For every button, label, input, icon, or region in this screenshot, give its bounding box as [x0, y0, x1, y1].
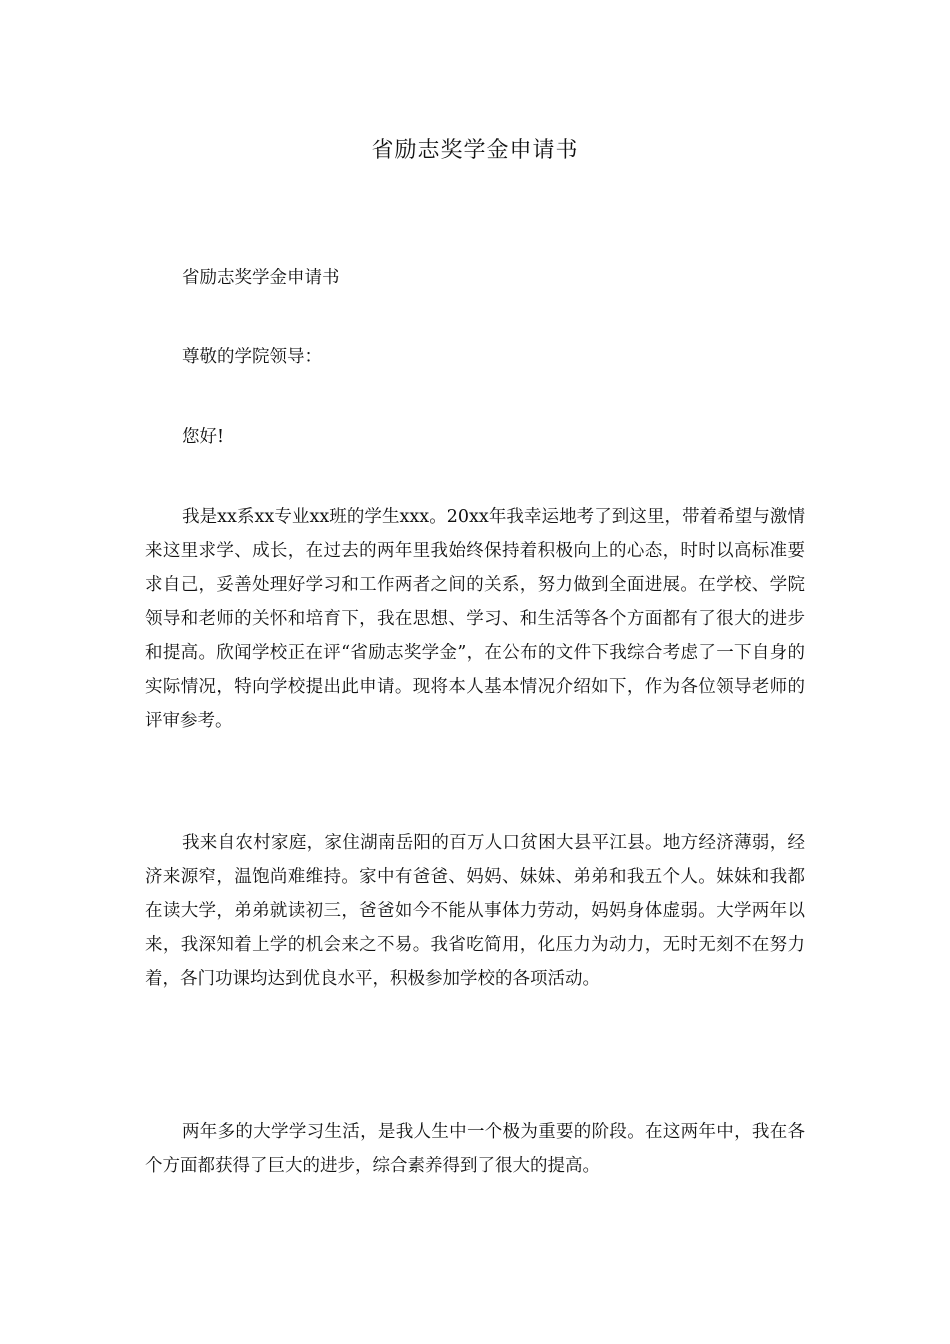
paragraph-university-life: 两年多的大学学习生活，是我人生中一个极为重要的阶段。在这两年中，我在各个方面都获得了巨大的进步，综合素养得到了很大的提高。 [145, 1122, 805, 1176]
document-title: 省励志奖学金申请书 [371, 138, 579, 163]
paragraph-family-background: 我来自农村家庭，家住湖南岳阳的百万人口贫困大县平江县。地方经济薄弱，经济来源窄，温饱尚难维持。家中有爸爸、妈妈、妹妹、弟弟和我五个人。妹妹和我都在读大学，弟弟就读初三，爸爸如今不能从事体力劳动，妈妈身体虚弱。大学两年以来，我深知着上学的机会来之不易。我省吃简用，化压力为动力，无时无刻不在努力着，各门功课均达到优良水平，积极参加学校的各项活动。 [145, 833, 805, 989]
salutation: 尊敬的学院领导： [182, 347, 322, 367]
paragraph-introduction: 我是xx系xx专业xx班的学生xxx。20xx年我幸运地考了到这里，带着希望与激情来这里求学、成长，在过去的两年里我始终保持着积极向上的心态，时时以高标准要求自己，妥善处理好学习和工作两者之间的关系，努力做到全面进展。在学校、学院领导和老师的关怀和培育下，我在思想、学习、和生活等各个方面都有了很大的进步和提高。欣闻学校正在评“省励志奖学金”，在公布的文件下我综合考虑了一下自身的实际情况，特向学校提出此申请。现将本人基本情况介绍如下，作为各位领导老师的评审参考。 [145, 507, 805, 731]
document-subtitle: 省励志奖学金申请书 [182, 268, 340, 288]
greeting: 您好! [182, 427, 225, 447]
